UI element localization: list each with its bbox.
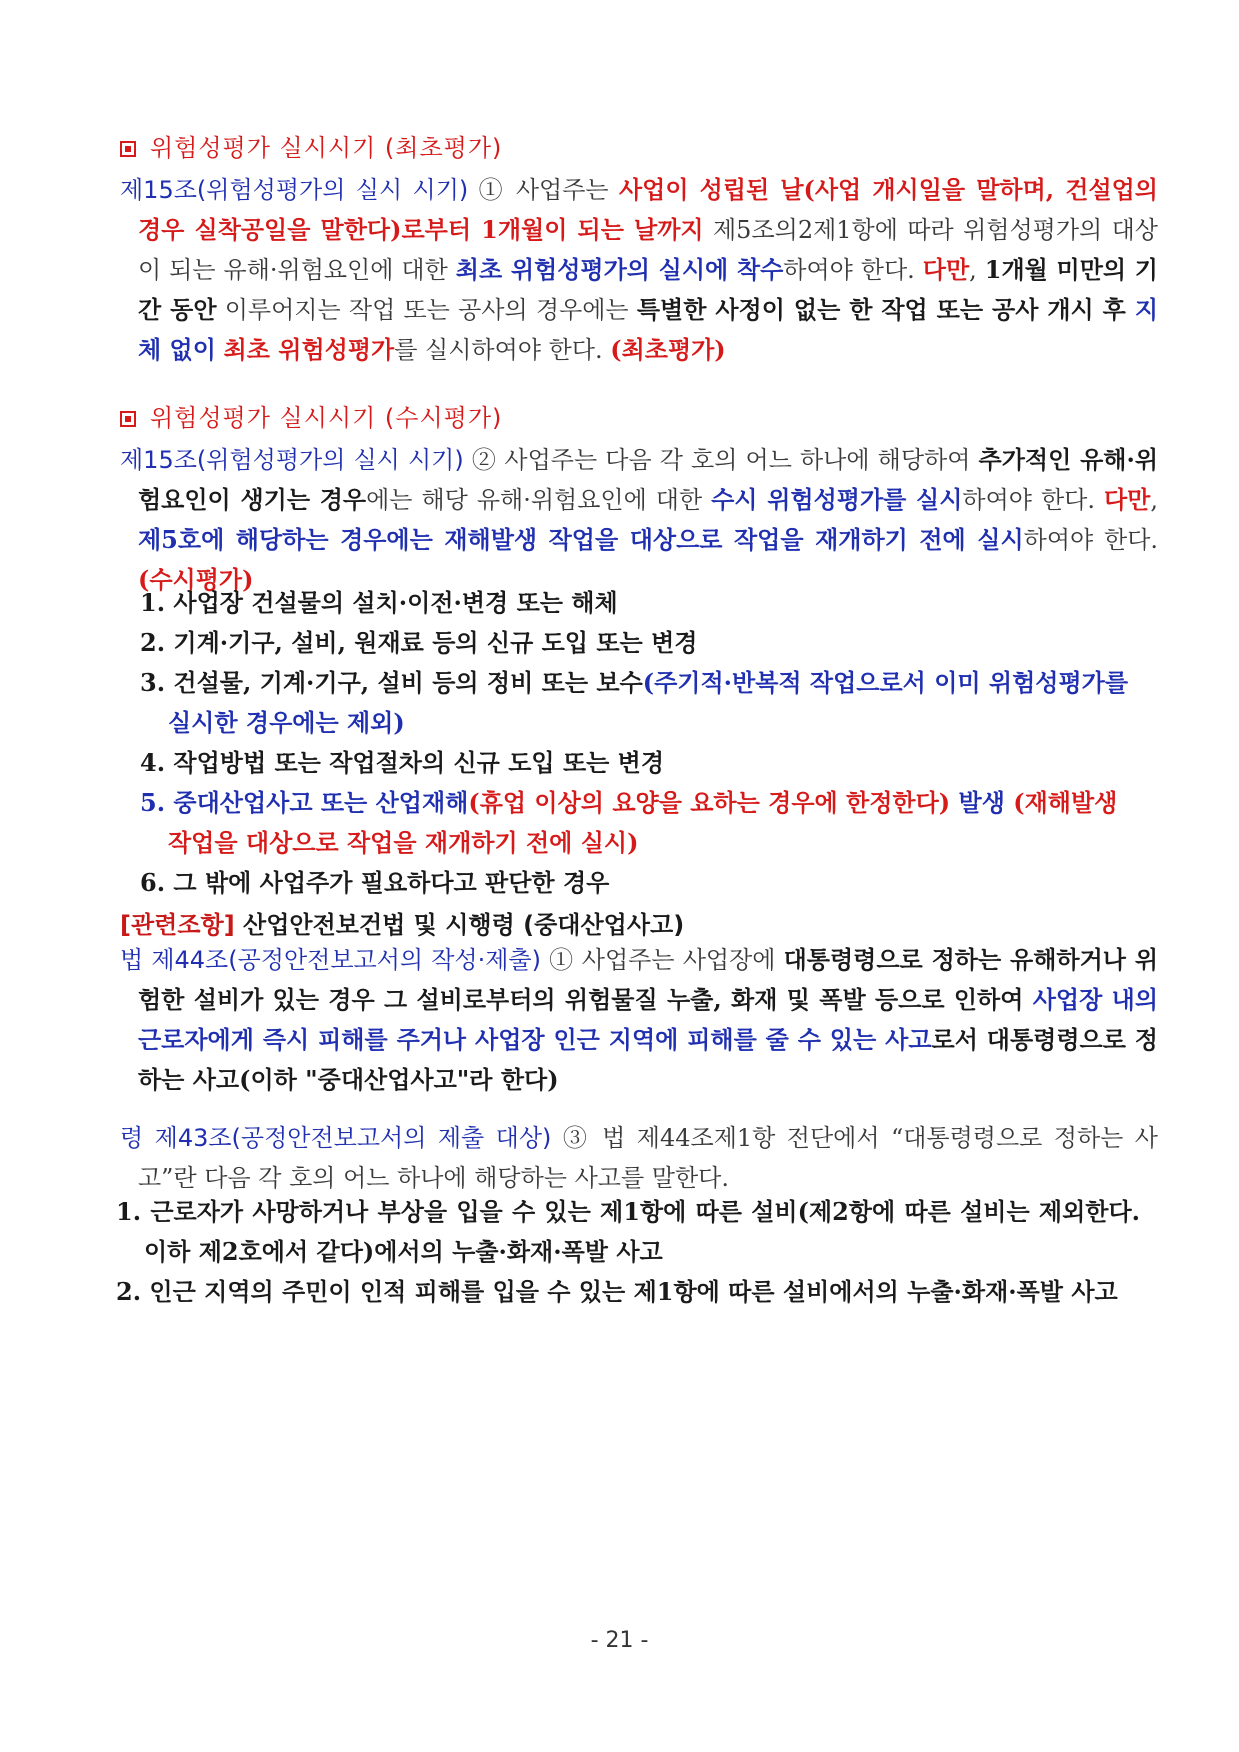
text-run: 법 제44조(공정안전보고서의 작성·제출): [120, 946, 550, 974]
text-run: 수시 위험성평가를 실시: [711, 485, 963, 514]
text-run: 최초 위험성평가의 실시에 착수: [455, 255, 784, 284]
text-run: 3. 건설물, 기계·기구, 설비 등의 정비 또는 보수: [140, 668, 643, 697]
text-run: 제15조(위험성평가의 실시 시기): [120, 176, 479, 204]
text-run: 다만: [1103, 485, 1151, 514]
text-run: ① 사업주는: [478, 176, 619, 204]
section-heading-initial: [120, 128, 502, 163]
text-run: 대통령령으로 정하는 유해하거나 위험한 설비가 있는 경우 그 설비로부터의 위험물질 누출, 화재 및 폭발 등으로 인하여: [138, 945, 1158, 1014]
text-run: 5. 중대산업사고 또는 산업재해: [140, 788, 469, 817]
page-number: - 21 -: [590, 1628, 649, 1653]
text-run: 제5호에 해당하는 경우에는 재해발생 작업을 대상으로 작업을 재개하기 전에 실시: [138, 525, 1024, 554]
text-run: 사업장 내의 근로자에게 즉시 피해를 주거나 사업장 인근 지역에 피해를 줄 수 있는 사고: [138, 985, 1159, 1054]
text-run: 1. 사업장 건설물의 설치·이전·변경 또는 해체: [140, 588, 618, 617]
list-item: 2. 인근 지역의 주민이 인적 피해를 입을 수 있는 제1항에 따른 설비에서의 누출·화재·폭발 사고: [116, 1277, 1118, 1306]
section-heading-adhoc: [120, 398, 502, 433]
article-15-2-paragraph: [120, 440, 1158, 600]
text-run: 특별한 사정이 없는 한 작업 또는 공사 개시 후: [636, 295, 1135, 324]
list-item: 1. 근로자가 사망하거나 부상을 입을 수 있는 제1항에 따른 설비(제2항에 따른 설비는 제외한다. 이하 제2호에서 같다)에서의 누출·화재·폭발 사고: [116, 1197, 1140, 1266]
related-title: 산업안전보건법 및 시행령 (중대산업사고): [234, 911, 685, 939]
text-run: 하여야 한다.: [783, 256, 923, 284]
adhoc-item-list: [140, 583, 1140, 903]
section-title: 위험성평가 실시시기 (수시평가): [150, 404, 503, 432]
decree-item-list: [116, 1192, 1140, 1312]
text-run: 추가적인 유해·위험요인이 생기는 경우: [138, 445, 1158, 514]
square-bullet-icon: [120, 141, 136, 157]
text-run: 지체 없이: [138, 295, 1158, 364]
decree-article-43-paragraph: [120, 1118, 1158, 1198]
text-run: 로서 대통령령으로 정하는 사고(이하 "중대산업사고"라 한다): [138, 1025, 1158, 1094]
text-run: 하여야 한다.: [962, 486, 1104, 514]
text-run: (휴업 이상의 요양을 요하는 경우에 한정한다): [468, 788, 951, 817]
text-run: 제15조(위험성평가의 실시 시기): [120, 446, 472, 474]
text-run: ① 사업주는 사업장에: [549, 946, 784, 974]
text-run: ② 사업주는 다음 각 호의 어느 하나에 해당하여: [471, 446, 979, 474]
text-run: 6. 그 밖에 사업주가 필요하다고 판단한 경우: [140, 868, 610, 897]
list-item: [140, 663, 1140, 743]
text-run: 다만: [922, 255, 970, 284]
text-run: 최초 위험성평가: [223, 335, 395, 364]
article-15-1-paragraph: [120, 170, 1158, 370]
text-run: 이루어지는 작업 또는 공사의 경우에는: [216, 296, 637, 324]
text-run: (재해발생 작업을 대상으로 작업을 재개하기 전에 실시): [168, 788, 1118, 857]
text-run: 발생: [950, 788, 1014, 817]
text-run: 제5조의2제1항에 따라 위험성평가의 대상이 되는 유해·위험요인에 대한: [138, 216, 1158, 284]
text-run: (주기적·반복적 작업으로서 이미 위험성평가를 실시한 경우에는 제외): [168, 668, 1129, 737]
list-item: [140, 583, 1140, 623]
list-item: [140, 863, 1140, 903]
text-run: (수시평가): [138, 565, 254, 594]
text-run: 하여야 한다.: [1023, 526, 1159, 554]
related-articles-heading: [120, 905, 684, 940]
text-run: 2. 기계·기구, 설비, 원재료 등의 신규 도입 또는 변경: [140, 628, 698, 657]
related-tag: [관련조항]: [120, 911, 235, 939]
list-item: [140, 743, 1140, 783]
square-bullet-icon: [120, 411, 136, 427]
text-run: 사업이 성립된 날(사업 개시일을 말하며, 건설업의 경우 실착공일을 말한다)로부터 1개월이 되는 날까지: [138, 175, 1158, 244]
law-article-44-paragraph: [120, 940, 1158, 1100]
section-title: 위험성평가 실시시기 (최초평가): [150, 134, 503, 162]
text-run: ③ 법 제44조제1항 전단에서 “대통령령으로 정하는 사고”란 다음 각 호의 어느 하나에 해당하는 사고를 말한다.: [138, 1124, 1158, 1192]
text-run: 1개월 미만의 기간 동안: [138, 255, 1158, 324]
text-run: 령 제43조(공정안전보고서의 제출 대상): [120, 1124, 563, 1152]
text-run: ,: [1150, 486, 1158, 514]
text-run: 에는 해당 유해·위험요인에 대한: [366, 486, 712, 514]
list-item: [140, 623, 1140, 663]
text-run: 를 실시하여야 한다.: [394, 336, 611, 364]
text-run: ,: [969, 256, 985, 284]
text-run: (최초평가): [610, 335, 726, 364]
text-run: 4. 작업방법 또는 작업절차의 신규 도입 또는 변경: [140, 748, 665, 777]
text-run: [216, 336, 224, 364]
list-item: [140, 783, 1140, 863]
